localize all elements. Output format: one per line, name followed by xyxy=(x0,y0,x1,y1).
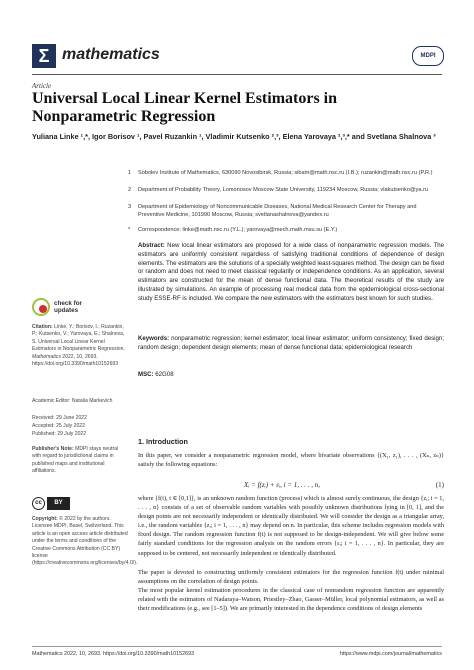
header-divider xyxy=(32,74,442,75)
msc-code: 62G08 xyxy=(155,371,174,378)
paper-title: Universal Local Linear Kernel Estimators in Nonparametric Regression xyxy=(32,90,338,125)
msc xyxy=(138,371,174,378)
equation-body: Xᵢ = f(zᵢ) + εᵢ, i = 1, . . . , n, xyxy=(244,481,321,489)
msc-label: MSC: xyxy=(138,371,154,378)
academic-editor: Academic Editor: Natalia Markevich xyxy=(32,398,113,404)
intro-paragraph-1: In this paper, we consider a nonparametric regression model, where bivariate observations {(X₁, z₁), . . . , (Xₙ, zₙ)} satisfy the following equations: xyxy=(138,452,444,469)
footer-divider xyxy=(32,646,442,647)
check-updates-icon xyxy=(32,298,50,316)
check-for-updates-button[interactable] xyxy=(32,298,92,318)
author-list: Yuliana Linke ¹,*, Igor Borisov ¹, Pavel Ruzankin ¹, Vladimir Kutsenko ²,³, Elena Yarovaya ²,³,* and Svetlana Shalnova ³ xyxy=(32,132,436,141)
section-heading: 1. Introduction xyxy=(138,437,188,446)
cc-license-badge[interactable] xyxy=(32,497,72,510)
article-type: Article xyxy=(32,82,52,90)
citation: Citation: Linke, Y.; Borisov, I.; Ruzankin, P.; Kutsenko, V.; Yarovaya, E.; Shalnova, S. Universal Local Linear Kernel Estimators in Nonparametric Regression. Mathematics 2022, 10, 2693. https://doi.org/10.3390/math10152693 xyxy=(32,324,125,368)
cc-icon: cc xyxy=(32,497,45,510)
footer-citation: Mathematics 2022, 10, 2693. https://doi.org/10.3390/math10152693 xyxy=(32,651,195,657)
publisher-note: Publisher's Note: MDPI stays neutral with regard to jurisdictional claims in published maps and institutional affiliations. xyxy=(32,446,119,475)
journal-name: mathematics xyxy=(62,46,160,63)
abstract-text: New local linear estimators are proposed for a wide class of nonparametric regression models. The estimators are uniformly consistent regardless of satisfying traditional conditions of dependence of design elements. The estimators are the solutions of a specially weighted least-squares method. The design can be fixed or random and does not need to meet classical regularity or independence conditions. As an application, several estimators are constructed for the mean of dense functional data. The theoretical results of the study are illustrated by simulations. An example of processing real medical data from the epidemiological cross-sectional study ESSE-RF is included. We compare the new estimators with the estimators best known for such studies. xyxy=(138,242,444,302)
affiliation-2: 2 Department of Probability Theory, Lomonosov Moscow State University, 119234 Moscow, Russia; vlakutsenko@ya.ru xyxy=(128,187,429,193)
journal-logo: Σ xyxy=(32,44,56,68)
footer xyxy=(32,651,442,657)
intro-paragraph-4: The most popular kernel estimation procedures in the classical case of nonrandom regression function are apparently related with the estimators of Nadaraya–Watson, Priestley–Zhao, Gasser–Müller, local polynomial estimators, as well as their modifications (e.g., see [1–5]). We are primarily interested in the dependence conditions of design elements xyxy=(138,587,444,613)
published-date: Published: 29 July 2022 xyxy=(32,431,87,437)
copyright: Copyright: © 2022 by the authors. Licensee MDPI, Basel, Switzerland. This article is an open access article distributed under the terms and conditions of the Creative Commons Attribution (CC BY) license (https://creativecommons.org/licenses/by/4.0/). xyxy=(32,516,138,567)
equation-number: (1) xyxy=(435,481,444,489)
accepted-date: Accepted: 25 July 2022 xyxy=(32,423,85,429)
abstract xyxy=(138,242,444,304)
affiliation-3: 3 Department of Epidemiology of Noncommunicable Diseases, National Medical Research Center for Therapy and Preventive Medicine, 101990 Moscow, Russia; svetlanashalnova@yandex.ru xyxy=(128,204,417,219)
affiliation-1: 1 Sobolev Institute of Mathematics, 630090 Novosibirsk, Russia; sibam@math.nsc.ru (I.B.); ruzankin@math.nsc.ru (P.R.) xyxy=(128,170,433,176)
keywords-text: nonparametric regression; kernel estimator; local linear estimator; uniform consistency; fixed design; random design; dependent design elements; mean of dense functional data; epidemiological research xyxy=(138,335,444,351)
keywords-label: Keywords: xyxy=(138,335,170,342)
abstract-label: Abstract: xyxy=(138,242,165,249)
intro-paragraph-3: The paper is devoted to constructing uniformly consistent estimators for the regression function f(t) under minimal assumptions on the correlation of design points. xyxy=(138,569,444,586)
check-updates-label: check for updates xyxy=(54,300,82,314)
footer-journal-link[interactable]: https://www.mdpi.com/journal/mathematics xyxy=(339,651,442,657)
received-date: Received: 29 June 2022 xyxy=(32,415,87,421)
correspondence: * Correspondence: linke@math.nsc.ru (Y.L.); yarovaya@mech.math.msu.su (E.Y.) xyxy=(128,227,338,233)
publisher-logo: MDPI xyxy=(412,46,444,66)
keywords xyxy=(138,335,444,353)
by-icon: BY xyxy=(47,497,70,510)
intro-paragraph-2: where {f(t), t ∈ [0,1]}, is an unknown random function (process) which is almost surely continuous, the design {zᵢ; i = 1, . . . , n} consists of a set of observable random variables with possibly unknown distributions lying in [0, 1], and the design points are not necessarily independent or identically distributed. We will consider the design as a triangular array, i.e., the random variables {zᵢ; i = 1, . . . , n} may depend on n. In particular, this scheme includes regression models with fixed design. The random regression function f(t) is not supposed to be design-independent. We will give below some fairly standard conditions for the regression analysis on the random errors {εᵢ; i = 1, . . . , n}. In particular, they are supposed to be centered, not necessarily independent or identically distributed. xyxy=(138,495,444,557)
